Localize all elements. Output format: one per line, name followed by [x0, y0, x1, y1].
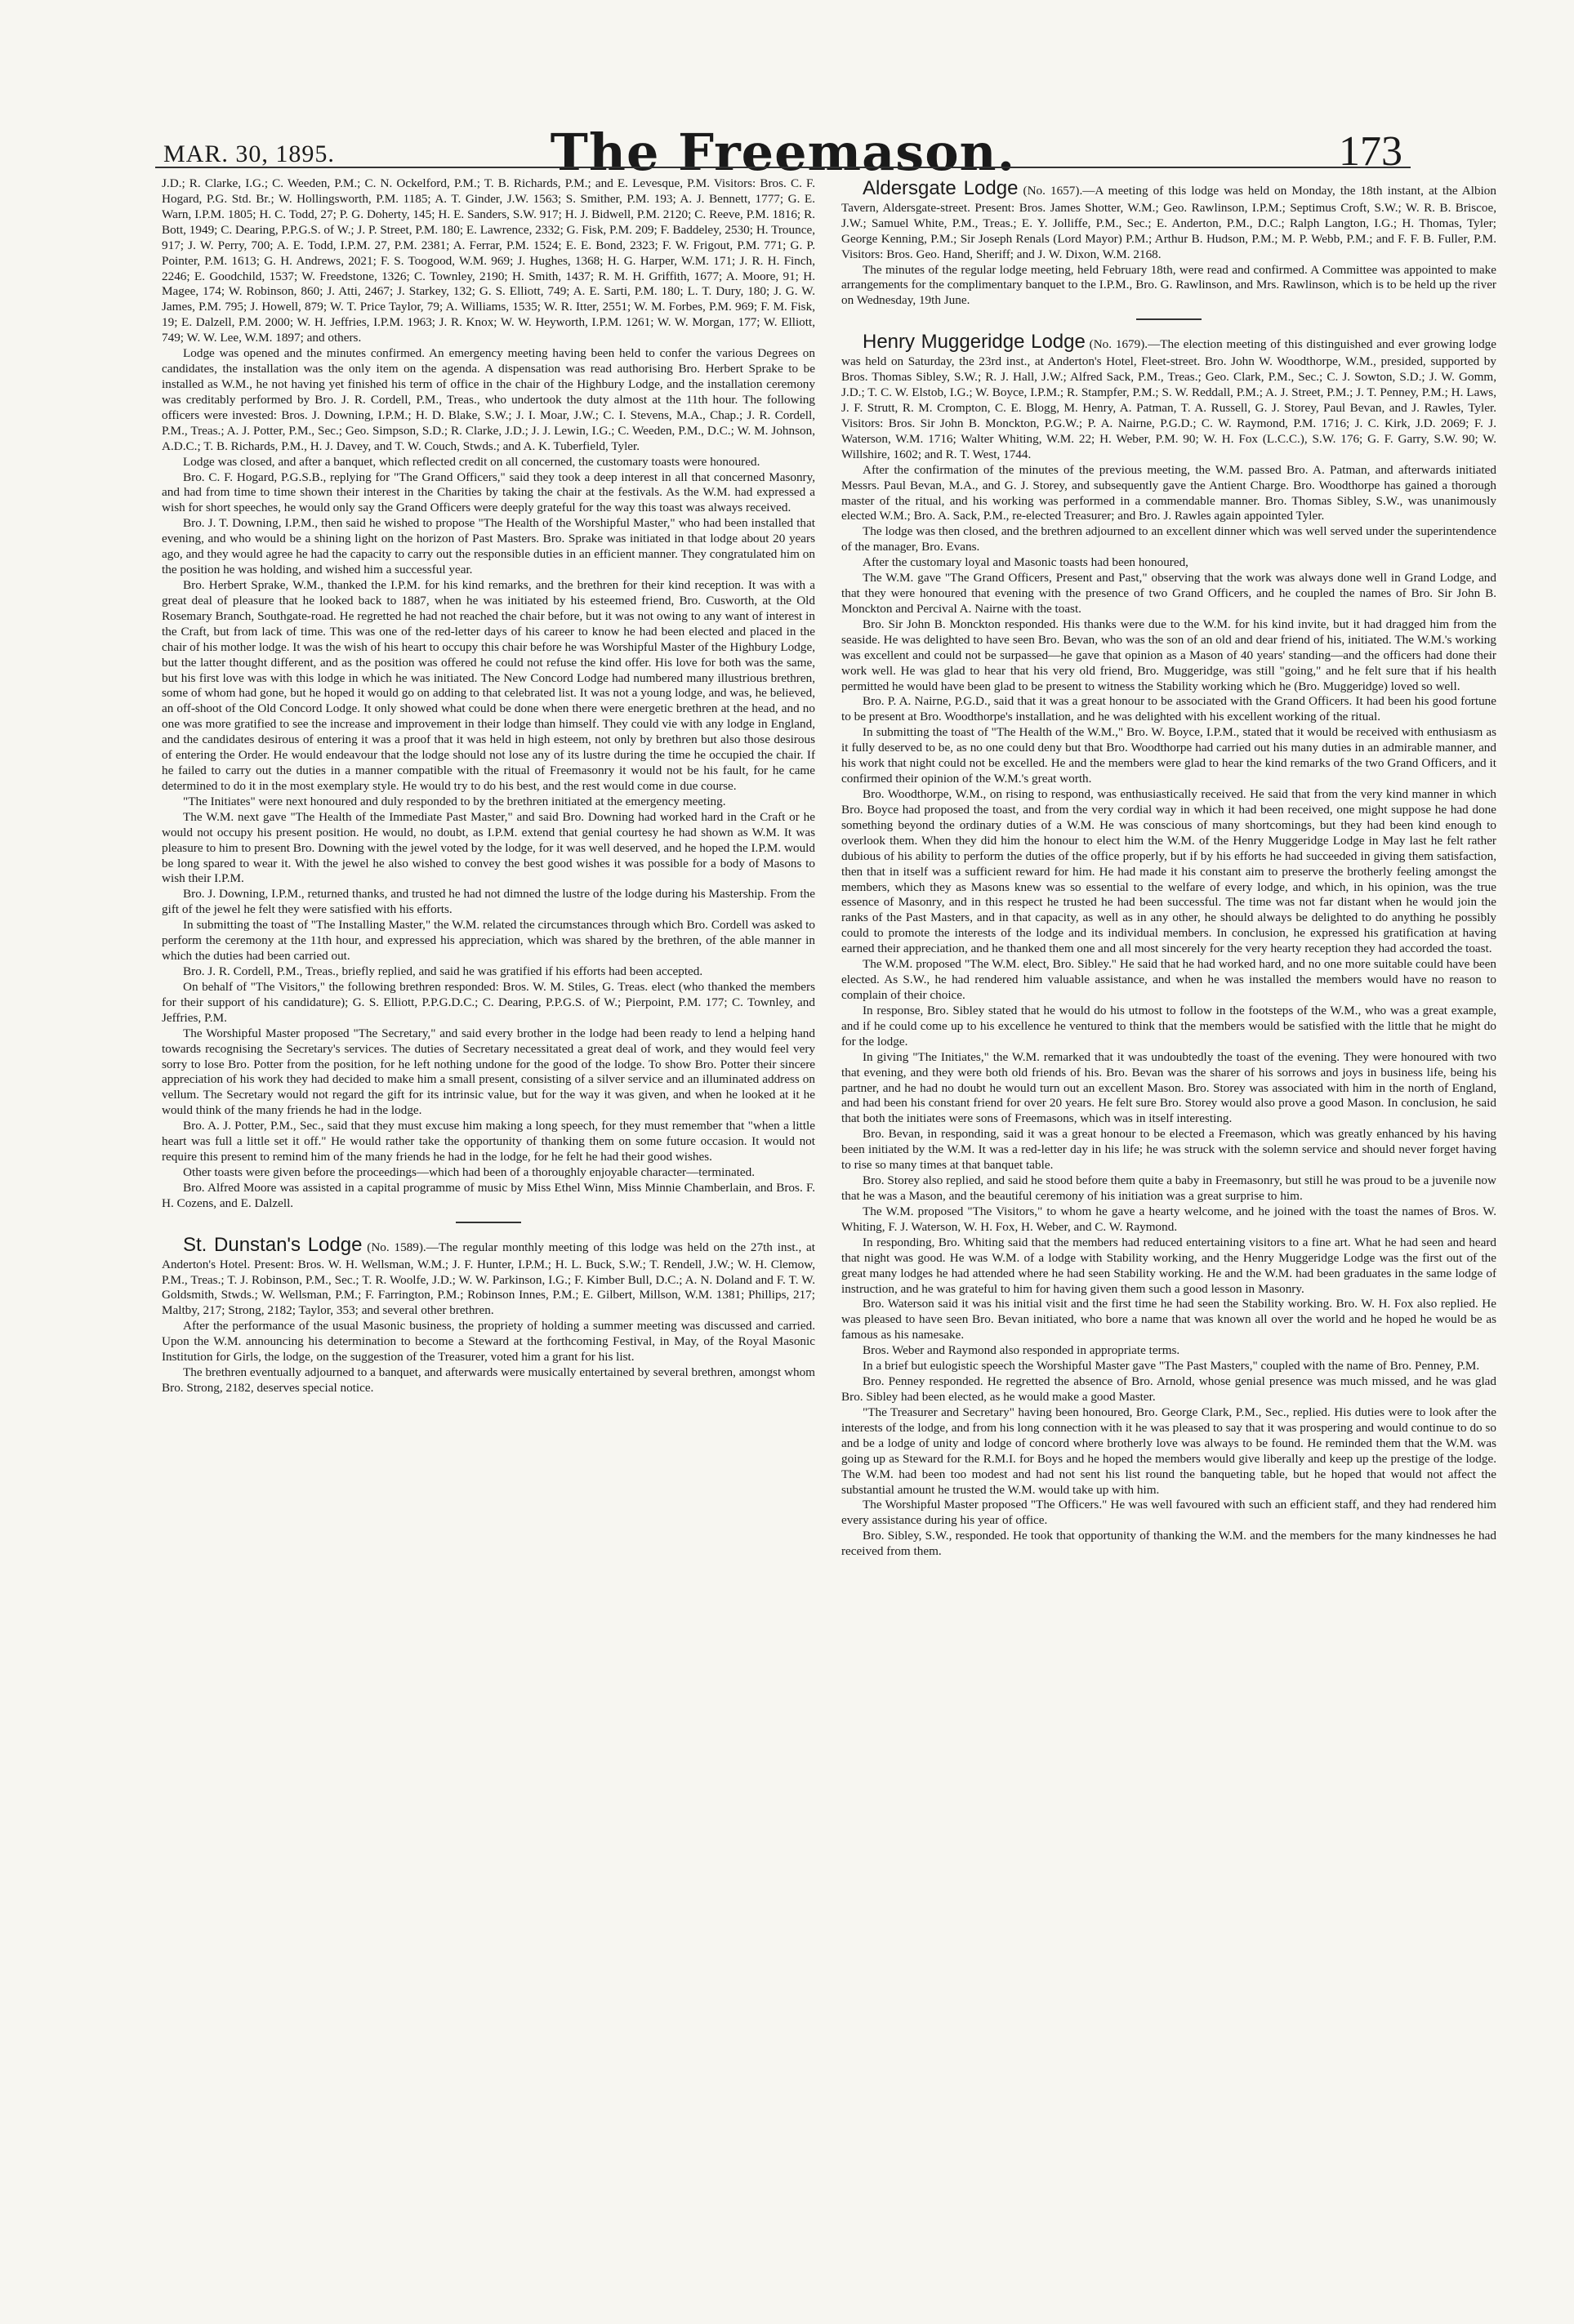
paragraph: Bro. J. T. Downing, I.P.M., then said he wished to propose "The Health of the Worshipful Master," who had been installed that evening, and who would be a shining light on the horizon of Past Masters. Bro. Sprake was initiated in that lodge about 20 years ago, and they would agree he had the capacity to carry out the responsible duties in an efficient manner. They congratulated him on the position he was holding, and wished him a successful year.	[162, 516, 815, 577]
paragraph: The minutes of the regular lodge meeting, held February 18th, were read and confirmed. A Committee was appointed to make arrangements for the complimentary banquet to the I.P.M., Bro. G. Rawlinson, and Mrs. Rawlinson, which is to be held up the river on Wednesday, 19th June.	[841, 262, 1496, 308]
paragraph: Bro. C. F. Hogard, P.G.S.B., replying for "The Grand Officers," said they took a deep interest in all that concerned Masonry, and had from time to time shown their interest in the Charities by taking the chair at the festivals. As the W.M. had expressed a wish for short speeches, he would only say the Grand Officers were deeply grateful for the way this toast was always received.	[162, 470, 815, 515]
lodge-heading: Henry Muggeridge Lodge	[863, 331, 1086, 354]
lodge-report-intro	[841, 330, 1496, 462]
paragraph-text: (No. 1657).—A meeting of this lodge was held on Monday, the 18th instant, at the Albion Tavern, Aldersgate-street. Present: Bros. James Shotter, W.M.; Geo. Rawlinson, I.P.M.; Septimus Croft, S.W.; W. R. B. Briscoe, J.W.; Samuel White, P.M., Treas.; E. Y. Jolliffe, P.M., Sec.; E. Anderton, P.M., D.C.; Ralph Langton, I.G.; H. Thomas, Tyler; George Kenning, P.M.; Sir Joseph Renals (Lord Mayor) P.M.; Arthur B. Hudson, P.M.; M. P. Webb, P.M.; and F. F. B. Fuller, P.M. Visitors: Bros. Geo. Hand, Sheriff; and J. W. Dixon, W.M. 2168.	[841, 184, 1496, 261]
paragraph: On behalf of "The Visitors," the following brethren responded: Bros. W. M. Stiles, G. Treas. elect (who thanked the members for their support of his candidature); G. S. Elliott, P.P.G.D.C.; C. Dearing, P.P.G.S. of W.; Pierpoint, P.M. 177; C. Townley, and Jeffries, P.M.	[162, 979, 815, 1025]
paragraph: Bro. Waterson said it was his initial visit and the first time he had seen the Stability working. Bro. W. H. Fox also replied. He was pleased to have seen Bro. Bevan initiated, who bore a name that was known all over the world and he hoped he would be as famous as his namesake.	[841, 1297, 1496, 1342]
section-divider	[456, 1222, 521, 1223]
paragraph: Bro. Sir John B. Monckton responded. His thanks were due to the W.M. for his kind invite, but it had dragged him from the seaside. He was delighted to have seen Bro. Bevan, who was the son of an old and dear friend of his, initiated. The W.M.'s working was excellent and could not be surpassed—he gave that opinion as a Mason of 40 years' standing—and the officers had done their work well. He was glad to hear that his very old friend, Bro. Muggeridge, was still "going," and he felt sure that if his health permitted he would have been glad to be present to witness the Stability working which he (Bro. Muggeridge) loved so well.	[841, 617, 1496, 693]
paragraph: Lodge was opened and the minutes confirmed. An emergency meeting having been held to confer the various Degrees on candidates, the installation was the only item on the agenda. A dispensation was read authorising Bro. Herbert Sprake to be installed as W.M., he not having yet finished his term of office in the chair of the Highbury Lodge, and the installation ceremony was creditably performed by Bro. J. R. Cordell, P.M., Treas., who undertook the duty almost at the 11th hour. The following officers were invested: Bros. J. Downing, I.P.M.; H. D. Blake, S.W.; J. I. Moar, J.W.; C. I. Stevens, M.A., Chap.; J. R. Cordell, P.M., Treas.; A. J. Potter, P.M., Sec.; Geo. Simpson, S.D.; R. Clarke, J.D.; J. J. Lewin, I.G.; C. Weeden, P.M., D.C.; W. M. Johnson, A.D.C.; T. B. Richards, P.M., H. J. Davey, and T. W. Couch, Stwds.; and A. K. Tuberfield, Tyler.	[162, 346, 815, 453]
paragraph: In giving "The Initiates," the W.M. remarked that it was undoubtedly the toast of the evening. They were honoured with two that evening, and they were both old friends of his. Bro. Bevan was the sharer of his sorrows and joys in business life, being his partner, and he had no doubt he would turn out an excellent Mason. Bro. Storey was associated with him in the north of England, and had been his constant friend for over 20 years. He felt sure Bro. Storey would also prove a good Mason. In conclusion, he said that both the initiates were sons of Freemasons, which was in itself interesting.	[841, 1049, 1496, 1126]
paragraph-text: (No. 1679).—The election meeting of this distinguished and ever growing lodge was held on Saturday, the 23rd inst., at Anderton's Hotel, Fleet-street. Bro. John W. Woodthorpe, W.M., presided, supported by Bros. Thomas Sibley, S.W.; R. J. Hall, J.W.; Alfred Sack, P.M., Treas.; Geo. Clark, P.M., Sec.; C. J. Sowton, S.D.; J. W. Gomm, J.D.; T. C. W. Elstob, I.G.; W. Boyce, I.P.M.; R. Stampfer, P.M.; S. W. Reddall, P.M.; A. J. Street, P.M.; J. T. Penney, P.M.; H. Laws, J. F. Strutt, R. M. Crompton, C. E. Blogg, M. Henry, A. Patman, T. A. Russell, G. J. Storey, Paul Bevan, and J. Rawles, Tyler. Visitors: Bros. Sir John B. Monckton, P.G.W.; P. A. Nairne, P.G.D.; C. W. Raymond, P.M. 1716; J. C. Kirk, J.D. 2069; F. J. Waterson, W.M. 1716; Walter Whiting, W.M. 22; H. Weber, P.M. 90; W. H. Fox (L.C.C.), S.W. 176; G. F. Garry, S.W. 90; W. Willshire, 1602; and R. T. West, 1744.	[841, 337, 1496, 461]
page-number: 173	[1339, 128, 1402, 175]
paragraph: Bro. A. J. Potter, P.M., Sec., said that they must excuse him making a long speech, for they must remember that "when a little heart was full a little set it off." He would rather take the opportunity of thanking them on some future occasion. It would not require this present to remind him of the many friends he had in the lodge, for he felt he had their good wishes.	[162, 1119, 815, 1164]
paragraph: Bro. Bevan, in responding, said it was a great honour to be elected a Freemason, which was greatly enhanced by his having been initiated by the W.M. It was a red-letter day in his life; he was struck with the solemn service and should never forget having to rise so many times at that banquet table.	[841, 1127, 1496, 1173]
lodge-report-intro	[162, 1233, 815, 1320]
section-divider	[1136, 318, 1202, 320]
paragraph: Bro. Herbert Sprake, W.M., thanked the I.P.M. for his kind remarks, and the brethren for their kind reception. It was with a great deal of pleasure that he looked back to 1887, when he was initiated by his esteemed friend, Bro. Cusworth, at the Old Rosemary Branch, Southgate-road. He regretted he had not reached the chair before, but it was not owing to any want of interest in the Craft, but from lack of time. This was one of the red-letter days of his career to know he had been elected and placed in the chair of his mother lodge. It was the wish of his heart to occupy this chair before he was Worshipful Master of the Highbury Lodge, but the latter thought different, and as the position was offered he could not refuse the kind offer. His love for both was the same, but his first love was with this lodge in which he was initiated. The New Concord Lodge had numbered many illustrious brethren, some of whom had gone, but he hoped it would go on adding to that celebrated list. It was not a young lodge, and was, he believed, an off-shoot of the Old Concord Lodge. It only showed what could be done when there were energetic brethren at the head, and no one was more gratified to see the increase and improvement in their lodge than himself. They could vie with any lodge in England, and the candidates desirous of entering it was a proof that it was held in high esteem, not only by brethren but also those desirous of entering the Order. He would endeavour that the lodge should not lose any of its lustre during the time he occupied the chair. If he failed to carry out the duties in a manner compatible with the ritual of Freemasonry it would not be his fault, for he came determined to do it in the most exemplary style. He would try to do his best, and the rest would come in due course.	[162, 577, 815, 793]
paragraph: J.D.; R. Clarke, I.G.; C. Weeden, P.M.; C. N. Ockelford, P.M.; T. B. Richards, P.M.; and E. Levesque, P.M. Visitors: Bros. C. F. Hogard, P.G. Std. Br.; W. Hollingsworth, P.M. 1185; A. T. Ginder, J.W. 1563; S. Smither, P.M. 193; A. J. Bennett, 1777; G. E. Warn, I.P.M. 1805; H. C. Todd, 27; P. G. Doherty, 145; H. E. Sanders, S.W. 917; H. J. Bidwell, P.M. 2120; C. Reeve, P.M. 1816; R. Bott, 1949; C. Dearing, P.P.G.S. of W.; J. P. Street, P.M. 180; E. Lawrence, 2332; G. Fisk, P.M. 209; F. Baddeley, 2530; H. Trounce, 917; J. W. Perry, 700; A. E. Todd, I.P.M. 27, P.M. 2381; A. Ferrar, P.M. 1524; E. E. Bond, 2323; F. W. Frigout, P.M. 771; G. P. Pointer, P.M. 1613; G. H. Andrews, 2021; F. S. Toogood, W.M. 969; J. Hughes, 1368; H. G. Harper, W.M. 171; J. R. H. Finch, 2246; E. Goodchild, 1537; W. Freedstone, 1326; C. Townley, 2190; H. Smith, 1437; R. M. H. Griffith, 1677; A. Moore, 91; H. Magee, 174; W. Robinson, 860; J. Atti, 2467; J. Starkey, 132; G. S. Elliott, 749; A. E. Sarti, P.M. 180; L. T. Dury, 180; J. G. W. James, P.M. 795; J. Howell, 879; W. T. Price Taylor, 79; A. Williams, 1535; W. R. Itter, 2551; W. M. Forbes, P.M. 969; F. M. Fisk, 19; E. Dalzell, P.M. 2000; W. H. Jeffries, I.P.M. 1963; J. R. Knox; W. W. Heyworth, I.P.M. 1261; W. W. Morgan, 177; W. Elliott, 749; W. W. Lee, W.M. 1897; and others.	[162, 176, 815, 345]
paragraph: The lodge was then closed, and the brethren adjourned to an excellent dinner which was well served under the superintendence of the manager, Bro. Evans.	[841, 524, 1496, 554]
issue-date: MAR. 30, 1895.	[163, 140, 335, 167]
lodge-report-intro	[841, 176, 1496, 263]
paragraph: "The Treasurer and Secretary" having been honoured, Bro. George Clark, P.M., Sec., replied. His duties were to look after the interests of the lodge, and from his long connection with it he was pleased to say that it was prospering and would continue to do so and be a lodge of unity and lodge of concord where brotherly love was always to be found. He reminded them that the W.M. was going up as Steward for the R.M.I. for Boys and he hoped the members would give liberally and keep up the prestige of the lodge. The W.M. had been too modest and had not sent his list round the banqueting table, but he hoped that would not affect the substantial amount he trusted the W.M. would take up with him.	[841, 1405, 1496, 1497]
paragraph: The W.M. proposed "The W.M. elect, Bro. Sibley." He said that he had worked hard, and no one more suitable could have been elected. As S.W., he had rendered him valuable assistance, and when he was installed the members would have no reason to complain of their choice.	[841, 957, 1496, 1002]
paragraph: The W.M. proposed "The Visitors," to whom he gave a hearty welcome, and he joined with the toast the names of Bros. W. Whiting, F. J. Waterson, W. H. Fox, H. Weber, and C. W. Raymond.	[841, 1204, 1496, 1234]
paragraph-text: (No. 1589).—The regular monthly meeting of this lodge was held on the 27th inst., at Anderton's Hotel. Present: Bros. W. H. Wellsman, W.M.; J. F. Hunter, I.P.M.; H. L. Buck, S.W.; T. Rendell, J.W.; W. H. Clemow, P.M., Treas.; T. J. Robinson, P.M., Sec.; T. R. Woolfe, J.D.; W. W. Parkinson, I.G.; F. Kimber Bull, D.C.; A. N. Doland and F. T. W. Goldsmith, Stwds.; W. Wellsman, P.M.; F. Farrington, P.M.; Robinson Innes, P.M.; E. Gilbert, Millson, W.M. 1381; Phillips, 217; Maltby, 217; Strong, 2182; Taylor, 353; and several other brethren.	[162, 1240, 815, 1318]
paragraph: Bro. Storey also replied, and said he stood before them quite a baby in Freemasonry, but still he was proud to be a juvenile now that he was a Mason, and the beautiful ceremony of his initiation was a great surprise to him.	[841, 1173, 1496, 1203]
paragraph: The brethren eventually adjourned to a banquet, and afterwards were musically entertained by several brethren, amongst whom Bro. Strong, 2182, deserves special notice.	[162, 1365, 815, 1396]
header-rule	[155, 167, 1411, 168]
paragraph: The Worshipful Master proposed "The Officers." He was well favoured with such an efficient staff, and they had rendered him every assistance during his year of office.	[841, 1498, 1496, 1528]
paragraph: Bro. Penney responded. He regretted the absence of Bro. Arnold, whose genial presence was much missed, and he was glad Bro. Sibley had been elected, as he would make a good Master.	[841, 1374, 1496, 1404]
paragraph: The Worshipful Master proposed "The Secretary," and said every brother in the lodge had been ready to lend a helping hand towards recognising the Secretary's services. The duties of Secretary necessitated a great deal of work, and they would feel very sorry to lose Bro. Potter from the position, for he left nothing undone for the good of the lodge. To show Bro. Potter their sincere appreciation of his work they had decided to make him a small present, consisting of a silver service and an illuminated address on vellum. The Secretary would not regard the gift for its intrinsic value, but for the way it was given, and when he looked at it he would think of the many friends he had in the lodge.	[162, 1026, 815, 1118]
paragraph: The W.M. gave "The Grand Officers, Present and Past," observing that the work was always done well in Grand Lodge, and that they were honoured that evening with the presence of two Grand Officers, and he coupled the names of Bro. Sir John B. Monckton and Percival A. Nairne with the toast.	[841, 571, 1496, 616]
paragraph: Bro. J. Downing, I.P.M., returned thanks, and trusted he had not dimned the lustre of the lodge during his Mastership. From the gift of the jewel he felt they were satisfied with his efforts.	[162, 887, 815, 917]
paragraph: Bro. P. A. Nairne, P.G.D., said that it was a great honour to be associated with the Grand Officers. It had been his good fortune to be present at Bro. Woodthorpe's installation, and he was delighted with his excellent working of the ritual.	[841, 694, 1496, 724]
paragraph: Bro. Alfred Moore was assisted in a capital programme of music by Miss Ethel Winn, Miss Minnie Chamberlain, and Bros. F. H. Cozens, and E. Dalzell.	[162, 1180, 815, 1210]
paragraph: The W.M. next gave "The Health of the Immediate Past Master," and said Bro. Downing had worked hard in the Craft or he would not occupy his present position. He would, no doubt, as I.P.M. extend that genial courtesy he had shown as W.M. It was pleasure to him to present Bro. Downing with the jewel voted by the lodge, for it was well deserved, and he hoped the I.P.M. would be long spared to wear it. With the jewel he also wished to convey the best good wishes it was possible for a body of Masons to wish their I.P.M.	[162, 809, 815, 886]
paragraph: Bro. Woodthorpe, W.M., on rising to respond, was enthusiastically received. He said that from the very kind manner in which Bro. Boyce had proposed the toast, and from the very cordial way in which it had been received, one might suppose he had done something beyond the ordinary duties of a W.M. He was conscious of many shortcomings, but they had been kind enough to overlook them. When they did him the honour to elect him the W.M. of the Henry Muggeridge Lodge in May last he felt rather dubious of his ability to perform the duties of the office properly, but if by his efforts he had succeeded in giving them satisfaction, then that in itself was a sufficient reward for him. He had made it his constant aim to preserve the brotherly feeling amongst the members, which they as Masons knew was so essential to the welfare of every lodge, and which, in his opinion, was the true essence of Masonry, and in this respect he trusted he had been successful. The time was not far distant when he would join the ranks of the Past Masters, and in that capacity, as well as in any other, he should always be delighted to do anything he possibly could to promote the interests of the lodge and its individual members. In conclusion, he expressed his gratification at having earned their appreciation, and he thanked them one and all most sincerely for the very hearty reception they had accorded the toast.	[841, 787, 1496, 956]
paragraph: In responding, Bro. Whiting said that the members had reduced entertaining visitors to a fine art. What he had seen and heard that night was good. He was W.M. of a lodge with Stability working, and the Henry Muggeridge Lodge was the first out of the great many lodges he had attended where he had seen Stability working. He and the W.M. had been graduates in the same lodge of instruction, and he was grateful to him for having given them such a good lesson in Masonry.	[841, 1235, 1496, 1296]
paragraph: In submitting the toast of "The Health of the W.M.," Bro. W. Boyce, I.P.M., stated that it would be received with enthusiasm as it fully deserved to be, as no one could deny but that Bro. Woodthorpe had carried out his many duties in an admirable manner, and his work that night could not be excelled. He and the members were glad to hear the kind remarks of the two Grand Officers, and it confirmed their opinion of the W.M.'s great worth.	[841, 725, 1496, 786]
left-column	[162, 176, 815, 2234]
paragraph: In response, Bro. Sibley stated that he would do his utmost to follow in the footsteps of the W.M., who was a great example, and if he could come up to his excellence he ventured to think that the members would be satisfied with the little that he might do for the lodge.	[841, 1003, 1496, 1048]
lodge-heading: Aldersgate Lodge	[863, 177, 1019, 199]
paragraph: In a brief but eulogistic speech the Worshipful Master gave "The Past Masters," coupled with the name of Bro. Penney, P.M.	[863, 1359, 1480, 1373]
paragraph: Other toasts were given before the proceedings—which had been of a thoroughly enjoyable character—terminated.	[183, 1165, 756, 1179]
paragraph: Bro. J. R. Cordell, P.M., Treas., briefly replied, and said he was gratified if his efforts had been accepted.	[183, 964, 703, 979]
paragraph: In submitting the toast of "The Installing Master," the W.M. related the circumstances through which Bro. Cordell was asked to perform the ceremony at the 11th hour, and expressed his appreciation, which was shared by the brethren, of the able manner in which the duties had been carried out.	[162, 918, 815, 964]
paragraph: Bro. Sibley, S.W., responded. He took that opportunity of thanking the W.M. and the members for the many kindnesses he had received from them.	[841, 1529, 1496, 1559]
lodge-heading: St. Dunstan's Lodge	[183, 1233, 363, 1256]
newspaper-title: The Freemason.	[550, 122, 1016, 182]
paragraph: After the confirmation of the minutes of the previous meeting, the W.M. passed Bro. A. Patman, and afterwards initiated Messrs. Paul Bevan, M.A., and G. J. Storey, and subsequently gave the Antient Charge. Bro. Woodthorpe has gained a thorough master of the ritual, and his working was performed in a commendable manner. Bro. Thomas Sibley, S.W., was unanimously elected W.M.; Bro. A. Sack, P.M., re-elected Treasurer; and Bro. J. Rawles again appointed Tyler.	[841, 462, 1496, 523]
paragraph: Bros. Weber and Raymond also responded in appropriate terms.	[863, 1343, 1180, 1358]
right-column	[841, 176, 1496, 2234]
paragraph: After the customary loyal and Masonic toasts had been honoured,	[863, 555, 1188, 570]
paragraph: Lodge was closed, and after a banquet, which reflected credit on all concerned, the customary toasts were honoured.	[183, 454, 760, 469]
paragraph: "The Initiates" were next honoured and duly responded to by the brethren initiated at the emergency meeting.	[183, 794, 726, 808]
paragraph: After the performance of the usual Masonic business, the propriety of holding a summer meeting was discussed and carried. Upon the W.M. announcing his determination to become a Steward at the forthcoming Festival, in May, of the Royal Masonic Institution for Girls, the lodge, on the suggestion of the Treasurer, voted him a grant for his list.	[162, 1319, 815, 1365]
